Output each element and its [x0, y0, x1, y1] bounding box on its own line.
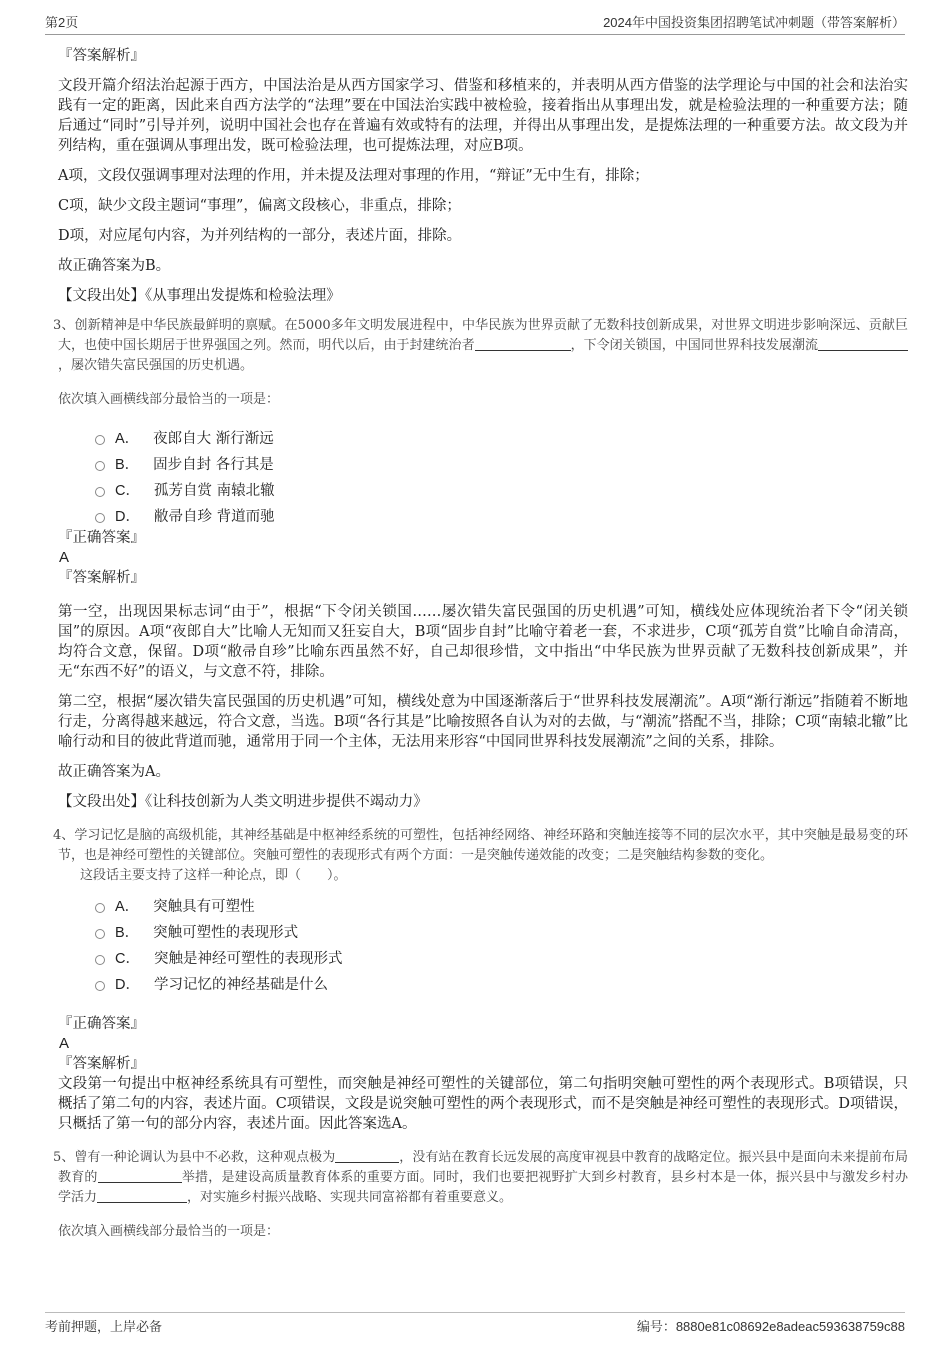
- radio-button-icon[interactable]: [95, 435, 105, 445]
- q4-answer: A: [59, 1035, 70, 1052]
- q3-source: 【文段出处】《让科技创新为人类文明进步提供不竭动力》: [58, 794, 428, 810]
- page-number: 第2页: [45, 15, 79, 30]
- fill-blank: [475, 336, 571, 351]
- q3-answer: A: [59, 549, 70, 566]
- q4-option-b[interactable]: B． 突触可塑性的表现形式: [95, 918, 908, 944]
- q4-instruction: 这段话主要支持了这样一种论点，即（ ）。: [80, 868, 347, 883]
- q3-option-c[interactable]: C． 孤芳自赏 南辕北辙: [95, 476, 908, 502]
- q4-analysis: 文段第一句提出中枢神经系统具有可塑性，而突触是神经可塑性的关键部位，第二句指明突触可塑性的两个表现形式。B项错误，只概括了第二句的内容，表述片面。C项错误，文段是说突触可塑性的两个表现形式，而不是突触是神经可塑性的表现形式。D项错误，只概括了第一句的部分内容，表述片面。因此答案选A。: [58, 1076, 908, 1132]
- q5-instruction: 依次填入画横线部分最恰当的一项是：: [58, 1224, 280, 1239]
- q4-number: 4、: [53, 828, 75, 843]
- q2-analysis-tag: 『答案解析』: [58, 48, 145, 64]
- q3-conclusion: 故正确答案为A。: [58, 764, 170, 780]
- radio-button-icon[interactable]: [95, 461, 105, 471]
- q2-source: 【文段出处】《从事理出发提炼和检验法理》: [58, 288, 341, 304]
- footer-slogan: 考前押题，上岸必备: [45, 1319, 163, 1334]
- radio-button-icon[interactable]: [95, 929, 105, 939]
- q3-stem: 3、创新精神是中华民族最鲜明的禀赋。在5000多年文明发展进程中，中华民族为世界贡献了无数科技创新成果，对世界文明进步影响深远、贡献巨大，也使中国长期居于世界强国之列。然而，明代以后，由于封建统治者 ，下令闭关锁国，中国同世界科技发展潮流，屡次错失富民强国的历史机遇。: [53, 318, 908, 373]
- q2-analysis-paragraph: 文段开篇介绍法治起源于西方，中国法治是从西方国家学习、借鉴和移植来的，并表明从西方借鉴的法学理论与中国的社会和法治实践有一定的距离，因此来自西方法学的“法理”要在中国法治实践中被检验，接着指出从事理出发，就是检验法理的一种重要方法；随后通过“同时”引导并列，说明中国社会也存在普遍有效或特有的法理，并得出从事理出发，是提炼法理的一种重要方法。故文段为并列结构，重在强调从事理出发，既可检验法理，也可提炼法理，对应B项。: [58, 78, 908, 154]
- page-header: [45, 12, 905, 35]
- radio-button-icon[interactable]: [95, 981, 105, 991]
- q3-instruction: 依次填入画横线部分最恰当的一项是：: [58, 392, 280, 407]
- q4-stem: 4、学习记忆是脑的高级机能，其神经基础是中枢神经系统的可塑性，包括神经网络、神经环路和突触连接等不同的层次水平，其中突触是最易变的环节，也是神经可塑性的关键部位。突触可塑性的表现形式有两个方面：一是突触传递效能的改变；二是突触结构参数的变化。: [53, 828, 908, 863]
- q3-analysis-tag: 『答案解析』: [58, 570, 145, 586]
- fill-blank: [818, 336, 908, 351]
- fill-blank: [335, 1148, 399, 1163]
- q3-answer-tag: 『正确答案』: [58, 530, 145, 546]
- document-title: 2024年中国投资集团招聘笔试冲刺题（带答案解析）: [603, 15, 905, 30]
- q2-conclusion: 故正确答案为B。: [58, 258, 171, 274]
- fill-blank: [98, 1168, 182, 1183]
- q3-option-a[interactable]: A． 夜郎自大 渐行渐远: [95, 424, 908, 450]
- q3-number: 3、: [53, 318, 75, 333]
- page-footer: [45, 1312, 905, 1335]
- fill-blank: [97, 1188, 187, 1203]
- q2-analysis-option-d: D项，对应尾句内容，为并列结构的一部分，表述片面，排除。: [58, 228, 462, 244]
- radio-button-icon[interactable]: [95, 513, 105, 523]
- q4-analysis-tag: 『答案解析』: [58, 1056, 145, 1072]
- q2-analysis-option-c: C项，缺少文段主题词“事理”，偏离文段核心，非重点，排除；: [58, 198, 461, 214]
- radio-button-icon[interactable]: [95, 487, 105, 497]
- q3-option-b[interactable]: B． 固步自封 各行其是: [95, 450, 908, 476]
- q5-stem: 5、曾有一种论调认为县中不必救，这种观点极为 ，没有站在教育长远发展的高度审视县中教育的战略定位。振兴县中是面向未来提前布局教育的 举措，是建设高质量教育体系的重要方面。同时，我们也要把视野扩大到乡村教育，县乡村本是一体，振兴县中与激发乡村办学活力 ，对实施乡村振兴战略、实现共同富裕都有着重要意义。: [53, 1150, 908, 1205]
- q3-options: [95, 424, 908, 528]
- q2-analysis-option-a: A项，文段仅强调事理对法理的作用，并未提及法理对事理的作用，“辩证”无中生有，排除；: [58, 168, 649, 184]
- q4-option-c[interactable]: C． 突触是神经可塑性的表现形式: [95, 944, 908, 970]
- q5-number: 5、: [53, 1150, 75, 1165]
- q4-option-a[interactable]: A． 突触具有可塑性: [95, 892, 908, 918]
- q4-answer-tag: 『正确答案』: [58, 1016, 145, 1032]
- document-id: 编号：8880e81c08692e8adeac593638759c88: [636, 1319, 905, 1334]
- page-content: [53, 46, 908, 1242]
- q3-analysis-paragraph-2: 第二空，根据“屡次错失富民强国的历史机遇”可知，横线处意为中国逐渐落后于“世界科技发展潮流”。A项“渐行渐远”指随着不断地行走，分离得越来越远，符合文意，当选。B项“各行其是”比喻按照各自认为对的去做，与“潮流”搭配不当，排除；C项“南辕北辙”比喻行动和目的彼此背道而驰，通常用于同一个主体，无法用来形容“中国同世界科技发展潮流”之间的关系，排除。: [58, 694, 908, 750]
- q4-options: [95, 892, 908, 996]
- q3-option-d[interactable]: D． 敝帚自珍 背道而驰: [95, 502, 908, 528]
- radio-button-icon[interactable]: [95, 955, 105, 965]
- q3-analysis-paragraph-1: 第一空，出现因果标志词“由于”，根据“下令闭关锁国……屡次错失富民强国的历史机遇”可知，横线处应体现统治者下令“闭关锁国”的原因。A项“夜郎自大”比喻人无知而又狂妄自大，B项“固步自封”比喻守着老一套，不求进步，C项“孤芳自赏”比喻自命清高，均符合文意，保留。D项“敝帚自珍”比喻东西虽然不好，自己却很珍惜，文中指出“中华民族为世界贡献了无数科技创新成果”，并无“东西不好”的语义，与文意不符，排除。: [58, 604, 908, 680]
- q4-option-d[interactable]: D． 学习记忆的神经基础是什么: [95, 970, 908, 996]
- radio-button-icon[interactable]: [95, 903, 105, 913]
